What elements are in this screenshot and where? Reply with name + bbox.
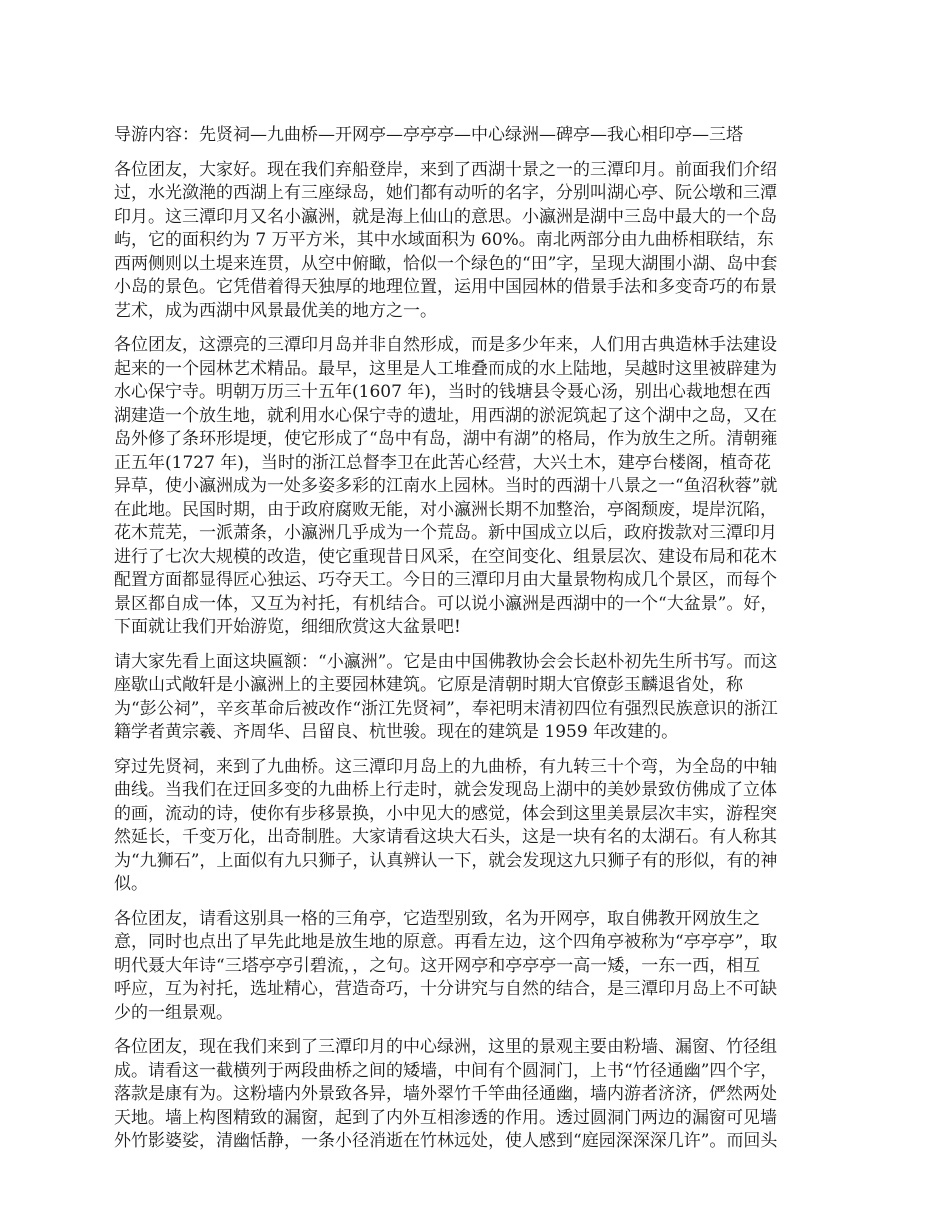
text-line: 屿，它的面积约为 7 万平方米，其中水域面积为 60%。南北两部分由九曲桥相联结，东 (114, 230, 774, 250)
paragraph (114, 908, 840, 1026)
text-line: 湖建造一个放生地，就利用水心保宁寺的遗址，用西湖的淤泥筑起了这个湖中之岛，又在 (114, 405, 777, 426)
text-line: 西两侧则以土堤来连贯，从空中俯瞰，恰似一个绿色的“田”字，呈现大湖围小湖、岛中套 (114, 253, 778, 274)
text-line: 正五年(1727 年)，当时的浙江总督李卫在此苦心经营，大兴土木，建亭台楼阁，植奇花 (114, 452, 771, 473)
text-line: 景区都自成一体，又互为衬托，有机结合。可以说小瀛洲是西湖中的一个“大盆景”。好， (114, 593, 778, 614)
text-line: 各位团友，大家好。现在我们弃船登岸，来到了西湖十景之一的三潭印月。前面我们介绍 (114, 159, 777, 180)
text-line: 少的一组景观。 (114, 1002, 233, 1023)
text-line: 异草，使小瀛洲成为一处多姿多彩的江南水上园林。当时的西湖十八景之一“鱼沼秋蓉”就 (114, 476, 778, 496)
text-line: 下面就让我们开始游览，细细欣赏这大盆景吧! (114, 617, 461, 637)
paragraph (114, 159, 840, 324)
paragraph (114, 651, 840, 745)
paragraph (114, 334, 840, 640)
text-line: 意，同时也点出了早先此地是放生地的原意。再看左边，这个四角亭被称为“亭亭亭”，取 (114, 932, 778, 952)
text-line: 配置方面都显得匠心独运、巧夺天工。今日的三潭印月由大量景物构成几个景区，而每个 (114, 570, 777, 590)
document-page (114, 124, 840, 1165)
text-line: 过，水光潋滟的西湖上有三座绿岛，她们都有动听的名字，分别叫湖心亭、阮公墩和三潭 (114, 183, 777, 203)
text-line: 水心保宁寺。明朝万历三十五年(1607 年)，当时的钱塘县令聂心汤，别出心裁地想在西 (114, 382, 771, 402)
paragraph (114, 756, 840, 897)
text-line: 岛外修了条环形堤埂，使它形成了“岛中有岛，湖中有湖”的格局，作为放生之所。清朝雍 (114, 429, 778, 449)
text-line: 请大家先看上面这块匾额：“小瀛洲”。它是由中国佛教协会会长赵朴初先生所书写。而这 (114, 651, 778, 672)
text-line: 似。 (114, 874, 148, 894)
text-line: 进行了七次大规模的改造，使它重现昔日风采，在空间变化、组景层次、建设布局和花木 (114, 546, 777, 567)
text-line: 穿过先贤祠，来到了九曲桥。这三潭印月岛上的九曲桥，有九转三十个弯，为全岛的中轴 (114, 756, 777, 777)
text-line: 在此地。民国时期，由于政府腐败无能，对小瀛洲长期不加整治，亭阁颓废，堤岸沉陷， (114, 499, 777, 520)
text-line: 成。请看这一截横列于两段曲桥之间的矮墙，中间有个圆洞门，上书“竹径通幽”四个字， (114, 1060, 778, 1081)
text-line: 座歇山式敞轩是小瀛洲上的主要园林建筑。它原是清朝时期大官僚彭玉麟退省处，称 (114, 675, 743, 695)
text-line: 为“九狮石”，上面似有九只狮子，认真辨认一下，就会发现这九只狮子有的形似，有的神 (114, 850, 778, 871)
text-line: 明代聂大年诗“三塔亭亭引碧流，，之句。这开网亭和亭亭亭一高一矮，一东一西，相互 (114, 955, 761, 976)
text-line: 呼应，互为衬托，选址精心，营造奇巧，十分讲究与自然的结合，是三潭印月岛上不可缺 (114, 979, 777, 999)
text-line: 天地。墙上构图精致的漏窗，起到了内外互相渗透的作用。透过圆洞门两边的漏窗可见墙 (114, 1107, 777, 1128)
text-line: 的画，流动的诗，使你有步移景换，小中见大的感觉，体会到这里美景层次丰实，游程突 (114, 803, 777, 824)
text-line: 起来的一个园林艺术精品。最早，这里是人工堆叠而成的水上陆地，吴越时这里被辟建为 (114, 358, 777, 379)
paragraph (114, 1036, 840, 1154)
text-line: 各位团友，现在我们来到了三潭印月的中心绿洲，这里的景观主要由粉墙、漏窗、竹径组 (114, 1037, 777, 1057)
text-line: 然延长，千变万化，出奇制胜。大家请看这块大石头，这是一块有名的太湖石。有人称其 (114, 827, 777, 847)
text-line: 各位团友，请看这别具一格的三角亭，它造型别致，名为开网亭，取自佛教开网放生之 (114, 908, 760, 929)
text-line: 籍学者黄宗羲、齐周华、吕留良、杭世骏。现在的建筑是 1959 年改建的。 (114, 722, 679, 742)
text-line: 各位团友，这漂亮的三潭印月岛并非自然形成，而是多少年来，人们用古典造林手法建设 (114, 335, 777, 355)
text-line: 花木荒芜，一派萧条，小瀛洲几乎成为一个荒岛。新中国成立以后，政府拨款对三潭印月 (114, 523, 777, 543)
text-line: 曲线。当我们在迂回多变的九曲桥上行走时，就会发现岛上湖中的美妙景致仿佛成了立体 (114, 780, 777, 800)
text-line: 艺术，成为西湖中风景最优美的地方之一。 (114, 300, 437, 321)
text-line: 落款是康有为。这粉墙内外景致各异，墙外翠竹千竿曲径通幽，墙内游者济济，俨然两处 (114, 1084, 777, 1104)
text-line: 为“彭公祠”，辛亥革命后被改作“浙江先贤祠”，奉祀明末清初四位有强烈民族意识的浙江 (114, 698, 778, 719)
text-line: 印月。这三潭印月又名小瀛洲，就是海上仙山的意思。小瀛洲是湖中三岛中最大的一个岛 (114, 206, 777, 227)
tour-route-line: 导游内容：先贤祠—九曲桥—开网亭—亭亭亭—中心绿洲—碑亭—我心相印亭—三塔 (114, 125, 743, 145)
text-line: 小岛的景色。它凭借着得天独厚的地理位置，运用中国园林的借景手法和多变奇巧的布景 (114, 277, 777, 297)
text-line: 外竹影婆娑，清幽恬静，一条小径消逝在竹林远处，使人感到“庭园深深深几许”。而回头 (114, 1131, 778, 1151)
